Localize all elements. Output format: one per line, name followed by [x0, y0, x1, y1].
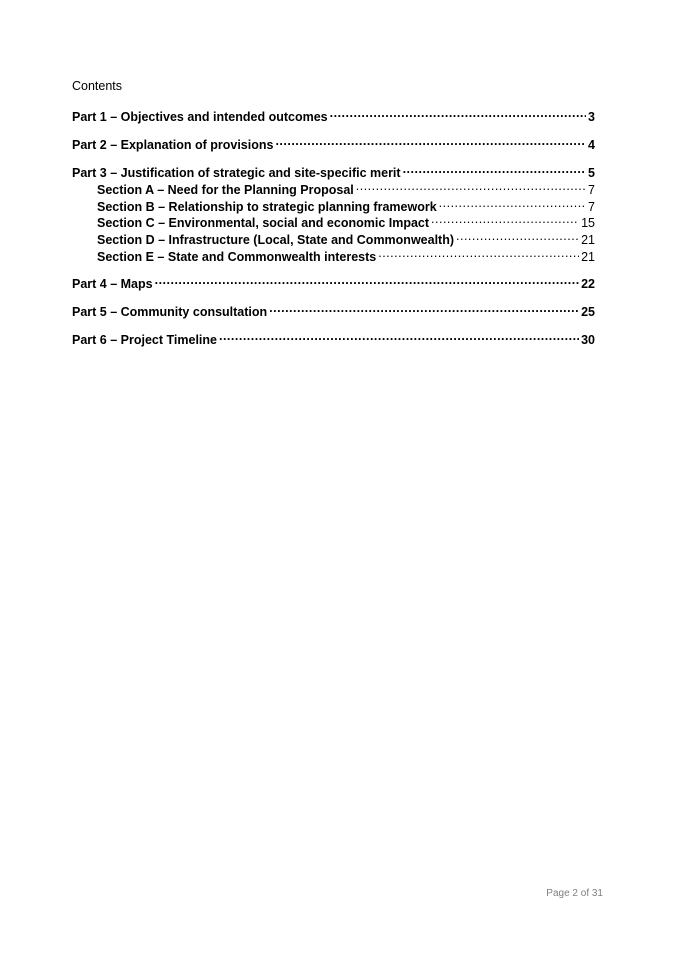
toc-entry-title: Part 3 – Justification of strategic and site-specific merit — [72, 166, 401, 180]
toc-entry-page: 15 — [581, 216, 595, 230]
dot-leader — [219, 328, 579, 344]
toc-entry-title: Section D – Infrastructure (Local, State and Commonwealth) — [97, 233, 455, 247]
dot-leader — [155, 272, 580, 288]
dot-leader — [456, 228, 579, 244]
toc-entry-title: Part 5 – Community consultation — [72, 305, 268, 319]
toc-entry-page: 5 — [588, 166, 595, 180]
toc-entry-page: 22 — [581, 277, 595, 291]
dot-leader — [330, 105, 586, 121]
page-number-footer: Page 2 of 31 — [546, 888, 603, 899]
toc-entry-title: Section A – Need for the Planning Proposal — [97, 183, 354, 197]
toc-entry-title: Part 6 – Project Timeline — [72, 333, 217, 347]
toc-entry-part-5[interactable] — [72, 300, 595, 320]
toc-entry-part-4[interactable] — [72, 272, 595, 292]
toc-entry-title: Section C – Environmental, social and economic Impact — [97, 216, 430, 230]
dot-leader — [269, 300, 579, 316]
toc-entry-part-6[interactable] — [72, 328, 595, 348]
toc-entry-title: Section E – State and Commonwealth interests — [97, 250, 377, 264]
dot-leader — [378, 245, 579, 261]
toc-entry-part-1[interactable] — [72, 105, 595, 125]
toc-entry-page: 21 — [581, 250, 595, 264]
dot-leader — [403, 161, 586, 177]
toc-entry-title: Section B – Relationship to strategic planning framework — [97, 200, 437, 214]
contents-heading: Contents — [72, 79, 123, 93]
toc-entry-page: 7 — [588, 200, 595, 214]
toc-entry-page: 30 — [581, 333, 595, 347]
dot-leader — [431, 211, 579, 227]
toc-entry-page: 7 — [588, 183, 595, 197]
toc-entry-title: Part 2 – Explanation of provisions — [72, 138, 274, 152]
toc-entry-page: 21 — [581, 233, 595, 247]
toc-entry-page: 25 — [581, 305, 595, 319]
toc-entry-page: 3 — [588, 110, 595, 124]
dot-leader — [275, 133, 586, 149]
toc-entry-section-e[interactable] — [97, 245, 595, 265]
toc-entry-part-2[interactable] — [72, 133, 595, 153]
toc-entry-page: 4 — [588, 138, 595, 152]
toc-entry-title: Part 1 – Objectives and intended outcomes — [72, 110, 328, 124]
dot-leader — [439, 195, 586, 211]
dot-leader — [356, 178, 586, 194]
toc-entry-title: Part 4 – Maps — [72, 277, 153, 291]
